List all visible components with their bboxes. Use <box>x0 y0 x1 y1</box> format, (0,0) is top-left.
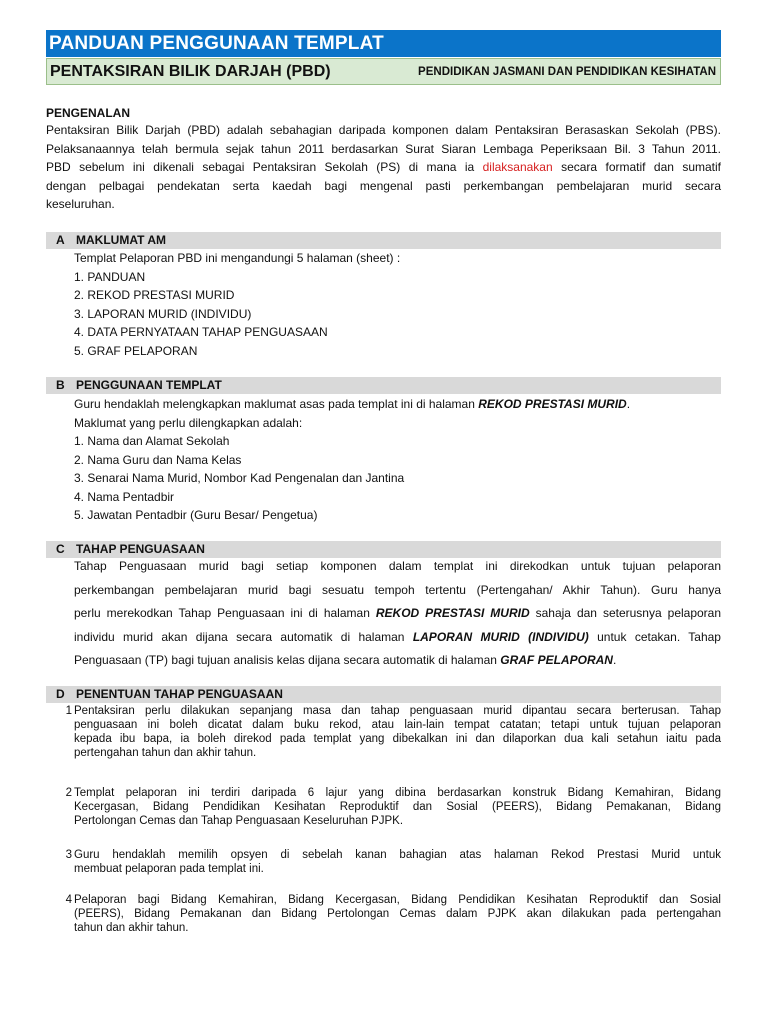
subject-label: PENDIDIKAN JASMANI DAN PENDIDIKAN KESIHATAN <box>418 66 716 78</box>
item-line: penguasaan ini boleh dicatat dalam buku rekod, atau lain-lain tempat catatan; tetapi untuk tujuan pelaporan <box>74 719 721 731</box>
section-d-header <box>46 686 721 703</box>
intro-line-3 <box>46 158 721 177</box>
item-text <box>74 704 721 760</box>
section-c-ref-2: LAPORAN MURID (INDIVIDU) <box>412 629 589 644</box>
section-a-header <box>46 232 721 249</box>
list-item: 1. PANDUAN <box>74 269 146 284</box>
item-number: 4 <box>65 894 72 906</box>
section-b-list <box>74 395 630 525</box>
section-c-line-3-b: sahaja dan seterusnya pelaporan <box>529 606 722 620</box>
section-c-line-5-a: Penguasaan (TP) bagi tujuan analisis kelas dijana secara automatik di halaman <box>74 653 501 667</box>
section-c-ref-3: GRAF PELAPORAN <box>500 653 613 667</box>
intro-line-4: dengan pelbagai pendekatan serta kaedah bagi mengenal pasti perkembangan pembelajaran murid secara <box>46 178 721 193</box>
item-line: Kecergasan, Bidang Pendidikan Kesihatan Reproduktif dan Sosial (PEERS), Bidang Pemakanan, Bidang <box>74 801 721 813</box>
section-c-line-5-b: . <box>612 653 617 667</box>
item-line: Pertolongan Cemas dan Tahap Penguasaan Keseluruhan PJPK. <box>74 815 404 827</box>
section-b-lead-a: Guru hendaklah melengkapkan maklumat asas pada templat ini di halaman <box>74 397 479 411</box>
item-text <box>74 893 721 935</box>
item-line: Templat pelaporan ini terdiri daripada 6 lajur yang dibina berdasarkan konstruk Bidang Kemahiran, Bidang <box>74 787 721 799</box>
section-b-letter: B <box>56 378 65 392</box>
section-c-line-2: perkembangan pembelajaran murid bagi sesuatu tempoh tertentu (Pertengahan/ Akhir Tahun). Guru hanya <box>74 582 721 597</box>
section-b-header <box>46 377 721 394</box>
intro-line-5: keseluruhan. <box>46 197 115 211</box>
section-c-line-4-b: untuk cetakan. Tahap <box>588 629 721 644</box>
item-text <box>74 786 721 828</box>
section-a-letter: A <box>56 233 65 247</box>
section-c-line-5 <box>74 649 721 673</box>
item-line: Pentaksiran perlu dilakukan sepanjang masa dan tahap penguasaan murid dipantau secara berterusan. Tahap <box>74 705 721 717</box>
list-item: 2. Nama Guru dan Nama Kelas <box>74 452 242 467</box>
section-c-line-4 <box>74 626 721 650</box>
section-d-title: PENENTUAN TAHAP PENGUASAAN <box>76 687 283 701</box>
section-c-title: TAHAP PENGUASAAN <box>76 542 205 556</box>
section-b-title: PENGGUNAAN TEMPLAT <box>76 378 222 392</box>
intro-line-3-a: PBD sebelum ini dikenali sebagai Pentaksiran Sekolah (PS) di mana ia <box>46 160 483 174</box>
list-item: 1. Nama dan Alamat Sekolah <box>74 434 230 448</box>
document-subtitle: PENTAKSIRAN BILIK DARJAH (PBD) <box>50 63 331 80</box>
document-title: PANDUAN PENGGUNAAN TEMPLAT <box>46 30 721 57</box>
list-item: 3. Senarai Nama Murid, Nombor Kad Pengenalan dan Jantina <box>74 471 405 485</box>
intro-line-3-b: secara formatif dan sumatif <box>552 160 721 174</box>
section-c-ref-1: REKOD PRESTASI MURID <box>375 606 530 620</box>
section-c-line-3-a: perlu merekodkan Tahap Penguasaan ini di halaman <box>74 606 376 620</box>
section-c-line-4-a: individu murid akan dijana secara automatik di halaman <box>74 629 413 644</box>
intro-line-2: Pelaksanaannya telah bermula sejak tahun 2011 berdasarkan Surat Siaran Lembaga Peperiksaan Bil. 3 Tahun 2011. <box>46 141 721 156</box>
item-line: Guru hendaklah memilih opsyen di sebelah kanan bahagian atas halaman Rekod Prestasi Murid untuk <box>74 849 721 861</box>
section-c-letter: C <box>56 542 65 556</box>
section-b-lead-ref: REKOD PRESTASI MURID <box>478 397 627 411</box>
list-item: 2. REKOD PRESTASI MURID <box>74 288 235 302</box>
item-line: pertengahan tahun dan akhir tahun. <box>74 747 257 759</box>
subtitle-bar <box>46 58 721 85</box>
list-item: 4. DATA PERNYATAAN TAHAP PENGUASAAN <box>74 325 328 339</box>
list-item: 5. GRAF PELAPORAN <box>74 343 198 358</box>
section-c-line-3 <box>74 602 721 626</box>
section-d-letter: D <box>56 687 65 701</box>
item-number: 3 <box>65 849 72 861</box>
list-item: 4. Nama Pentadbir <box>74 489 175 504</box>
section-c-line-1: Tahap Penguasaan murid bagi setiap komponen dalam templat ini direkodkan untuk tujuan pelaporan <box>74 559 721 573</box>
item-text <box>74 848 721 876</box>
item-line: kepada ibu bapa, ia boleh direkod pada templat yang dibekalkan ini dan dilaporkan dua kali setahun iaitu pada <box>74 733 721 745</box>
intro-line-1: Pentaksiran Bilik Darjah (PBD) adalah sebahagian daripada komponen dalam Pentaksiran Berasaskan Sekolah (PBS). <box>46 123 721 137</box>
item-number: 2 <box>65 787 72 799</box>
section-a-title: MAKLUMAT AM <box>76 233 166 247</box>
item-line: membuat pelaporan pada templat ini. <box>74 863 264 875</box>
intro-paragraph <box>46 121 721 214</box>
section-a-lead: Templat Pelaporan PBD ini mengandungi 5 halaman (sheet) : <box>74 251 401 265</box>
item-line: (PEERS), Bidang Pemakanan dan Bidang Pertolongan Cemas dalam PJPK akan dilakukan pada pertengahan <box>74 908 721 920</box>
item-number: 1 <box>65 705 72 717</box>
section-b-lead <box>74 395 630 414</box>
section-b-sub: Maklumat yang perlu dilengkapkan adalah: <box>74 415 303 430</box>
section-a-list <box>74 249 400 360</box>
section-b-lead-b: . <box>626 397 631 411</box>
intro-highlight: dilaksanakan <box>482 160 553 174</box>
item-line: Pelaporan bagi Bidang Kemahiran, Bidang Kecergasan, Bidang Pendidikan Kesihatan Reproduktif dan Sosial <box>74 894 721 906</box>
list-item: 5. Jawatan Pentadbir (Guru Besar/ Pengetua) <box>74 508 318 522</box>
intro-heading: PENGENALAN <box>46 106 131 120</box>
item-line: tahun dan akhir tahun. <box>74 922 189 934</box>
section-c-paragraph <box>74 555 721 673</box>
list-item: 3. LAPORAN MURID (INDIVIDU) <box>74 306 252 321</box>
